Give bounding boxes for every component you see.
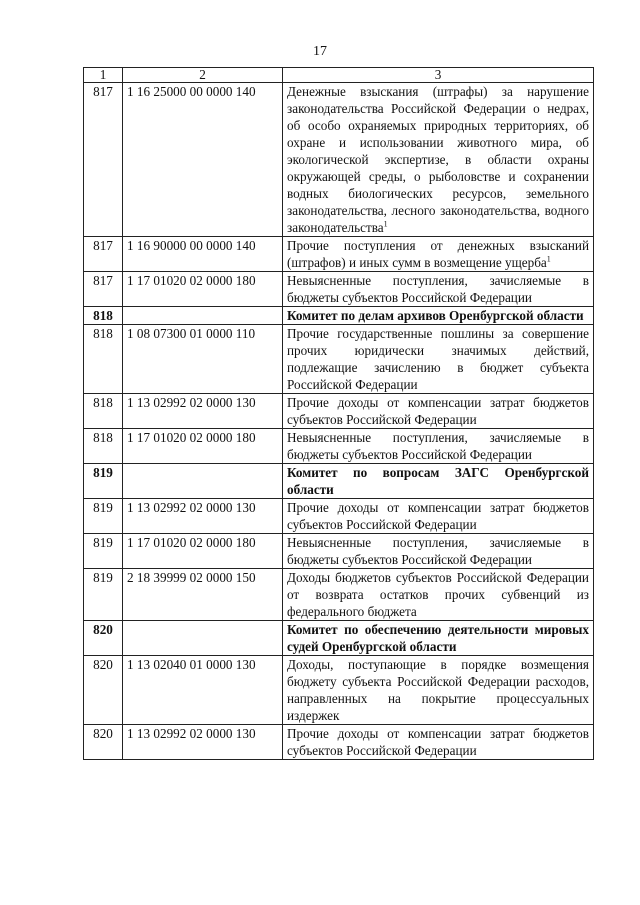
revenue-code-cell [123, 621, 283, 656]
description-text: Прочие государственные пошлины за совершение прочих юридически значимых действий, подлежащие зачислению в бюджет субъекта Российской Федерации [287, 326, 589, 392]
revenue-code-cell: 1 17 01020 02 0000 180 [123, 429, 283, 464]
description-text: Комитет по обеспечению деятельности мировых судей Оренбургской области [287, 622, 589, 654]
revenue-code-cell: 1 13 02992 02 0000 130 [123, 725, 283, 760]
revenue-description-cell [283, 394, 594, 429]
revenue-description-cell [283, 621, 594, 656]
table-row [84, 83, 594, 237]
description-text: Комитет по делам архивов Оренбургской области [287, 308, 584, 323]
administrator-code-cell: 819 [84, 569, 123, 621]
table-row [84, 725, 594, 760]
description-text: Прочие доходы от компенсации затрат бюджетов субъектов Российской Федерации [287, 726, 589, 758]
revenue-code-cell: 2 18 39999 02 0000 150 [123, 569, 283, 621]
table-body [84, 83, 594, 760]
footnote-marker: 1 [383, 219, 388, 229]
table-row [84, 272, 594, 307]
header-col-1: 1 [84, 68, 123, 83]
table-row-section-heading [84, 621, 594, 656]
revenue-code-cell: 1 17 01020 02 0000 180 [123, 534, 283, 569]
administrator-code-cell: 820 [84, 656, 123, 725]
administrator-code-cell: 819 [84, 464, 123, 499]
table-row [84, 499, 594, 534]
description-text: Невыясненные поступления, зачисляемые в бюджеты субъектов Российской Федерации [287, 273, 589, 305]
description-text: Прочие доходы от компенсации затрат бюджетов субъектов Российской Федерации [287, 395, 589, 427]
revenue-description-cell [283, 725, 594, 760]
revenue-description-cell [283, 569, 594, 621]
description-text: Комитет по вопросам ЗАГС Оренбургской области [287, 465, 589, 497]
administrator-code-cell: 819 [84, 534, 123, 569]
administrator-code-cell: 818 [84, 307, 123, 325]
administrator-code-cell: 818 [84, 429, 123, 464]
table-header-row [84, 68, 594, 83]
administrator-code-cell: 820 [84, 621, 123, 656]
description-text: Доходы, поступающие в порядке возмещения бюджету субъекта Российской Федерации расходов, направленных на покрытие процессуальных издержек [287, 657, 589, 723]
administrator-code-cell: 819 [84, 499, 123, 534]
table-row [84, 394, 594, 429]
administrator-code-cell: 817 [84, 83, 123, 237]
administrator-code-cell: 820 [84, 725, 123, 760]
revenue-description-cell [283, 429, 594, 464]
page-number: 17 [313, 44, 327, 59]
revenue-description-cell [283, 534, 594, 569]
table-row [84, 656, 594, 725]
administrator-code-cell: 818 [84, 325, 123, 394]
revenue-description-cell [283, 499, 594, 534]
revenue-description-cell [283, 237, 594, 272]
revenue-code-cell: 1 16 90000 00 0000 140 [123, 237, 283, 272]
administrator-code-cell: 818 [84, 394, 123, 429]
revenue-code-cell: 1 13 02992 02 0000 130 [123, 499, 283, 534]
revenue-code-cell: 1 13 02040 01 0000 130 [123, 656, 283, 725]
description-text: Прочие поступления от денежных взысканий (штрафов) и иных сумм в возмещение ущерба [287, 238, 589, 270]
footnote-marker: 1 [546, 254, 551, 264]
description-text: Денежные взыскания (штрафы) за нарушение законодательства Российской Федерации о недрах, об особо охраняемых природных территориях, об охране и использовании животного мира, об экологической экспертизе, в области охраны окружающей среды, о рыболовстве и сохранении водных биологических ресурсов, земельного законодательства, лесного законодательства, водного законодательства [287, 84, 589, 235]
revenue-code-cell [123, 464, 283, 499]
revenue-description-cell [283, 272, 594, 307]
table-row-section-heading [84, 307, 594, 325]
table-row-section-heading [84, 464, 594, 499]
table-row [84, 429, 594, 464]
revenue-description-cell [283, 307, 594, 325]
revenue-description-cell [283, 656, 594, 725]
description-text: Невыясненные поступления, зачисляемые в бюджеты субъектов Российской Федерации [287, 535, 589, 567]
table-row [84, 325, 594, 394]
revenue-code-cell: 1 13 02992 02 0000 130 [123, 394, 283, 429]
header-col-3: 3 [283, 68, 594, 83]
table-row [84, 569, 594, 621]
description-text: Невыясненные поступления, зачисляемые в бюджеты субъектов Российской Федерации [287, 430, 589, 462]
revenue-description-cell [283, 83, 594, 237]
revenue-code-cell: 1 17 01020 02 0000 180 [123, 272, 283, 307]
description-text: Доходы бюджетов субъектов Российской Федерации от возврата остатков прочих субвенций из федерального бюджета [287, 570, 589, 619]
revenue-code-cell: 1 08 07300 01 0000 110 [123, 325, 283, 394]
table-row [84, 534, 594, 569]
revenue-code-cell [123, 307, 283, 325]
revenue-codes-table [83, 67, 594, 760]
administrator-code-cell: 817 [84, 237, 123, 272]
description-text: Прочие доходы от компенсации затрат бюджетов субъектов Российской Федерации [287, 500, 589, 532]
administrator-code-cell: 817 [84, 272, 123, 307]
header-col-2: 2 [123, 68, 283, 83]
revenue-description-cell [283, 325, 594, 394]
revenue-description-cell [283, 464, 594, 499]
table-row [84, 237, 594, 272]
revenue-code-cell: 1 16 25000 00 0000 140 [123, 83, 283, 237]
